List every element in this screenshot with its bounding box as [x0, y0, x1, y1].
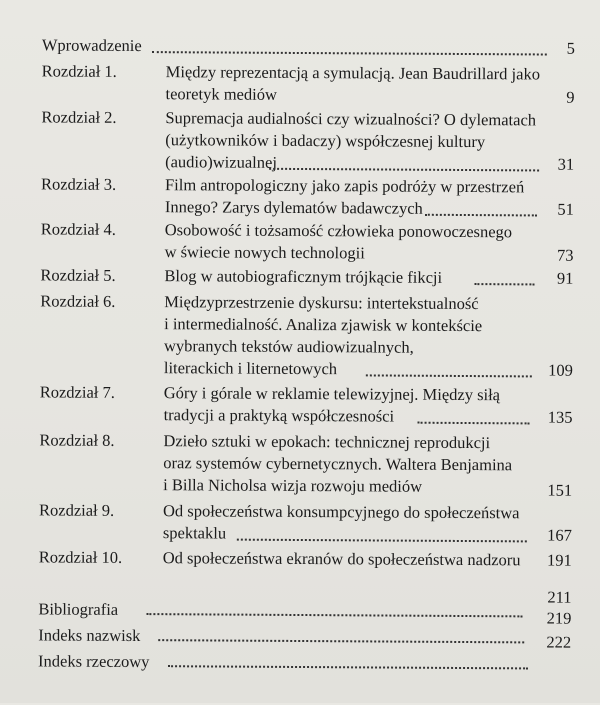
toc-chapter-title-line: Od społeczeństwa konsumpcyjnego do społeczeństwa: [163, 500, 520, 524]
toc-chapter-page: 51: [514, 198, 574, 220]
toc-intro-label: Wprowadzenie: [42, 34, 142, 57]
toc-chapter-page: 109: [513, 359, 573, 381]
toc-chapter-page: 151: [512, 479, 572, 501]
toc-chapter-page: 191: [512, 549, 572, 571]
toc-backmatter-label: Bibliografia: [38, 598, 118, 620]
toc-leader: [269, 168, 539, 172]
toc-chapter-page: 73: [514, 244, 574, 266]
toc-chapter-label: Rozdział 9.: [39, 499, 114, 521]
toc-chapter-label: Rozdział 3.: [41, 173, 116, 195]
toc-chapter-page: 167: [512, 524, 572, 546]
toc-intro-page: 5: [515, 37, 575, 59]
toc-chapter-title-line: Supremacja audialności czy wizualności? O dylematach: [165, 107, 536, 131]
toc-chapter-label: Rozdział 10.: [39, 546, 123, 569]
toc-chapter-label: Rozdział 7.: [40, 381, 115, 403]
toc-chapter-page: 31: [514, 153, 574, 175]
toc-chapter-title-line: Blog w autobiograficznym trójkącie fikcji: [164, 265, 442, 289]
toc-backmatter-page: 222: [511, 631, 571, 653]
toc-chapter-label: Rozdział 5.: [40, 264, 115, 286]
toc-chapter-label: Rozdział 4.: [41, 218, 116, 240]
toc-chapter-page: 9: [514, 86, 574, 108]
toc-chapter-label: Rozdział 2.: [41, 106, 116, 128]
toc-chapter-title-line: Innego? Zarys dylematów badawczych: [165, 196, 423, 220]
toc-chapter-title-line: Film antropologiczny jako zapis podróży w przestrzeń: [165, 174, 524, 198]
toc-chapter-label: Rozdział 6.: [40, 290, 115, 312]
toc-leader: [366, 374, 532, 377]
toc-backmatter-label: Indeks nazwisk: [38, 624, 140, 647]
toc-chapter-title-line: Od społeczeństwa ekranów do społeczeństwa nadzoru: [163, 547, 521, 571]
toc-chapter-title-line: (audio)wizualnej: [165, 151, 277, 174]
toc-leader: [237, 539, 527, 543]
toc-chapter-page: 135: [513, 406, 573, 428]
toc-chapter-title-line: wybranych tekstów audiowizualnych,: [164, 335, 414, 359]
toc-chapter-title-line: literackich i liternetowych: [164, 357, 337, 380]
toc-chapter-page: 91: [513, 267, 573, 289]
toc-chapter-title-line: spektaklu: [163, 522, 226, 544]
toc-chapter-title-line: Między reprezentacją a symulacją. Jean Baudrillard jako: [166, 61, 540, 85]
toc-chapter-title-line: (użytkowników i badaczy) współczesnej kultury: [165, 129, 485, 153]
toc-leader: [146, 613, 522, 617]
toc-backmatter-page: 219: [511, 607, 571, 629]
toc-leader: [152, 51, 547, 55]
toc-backmatter-label: Indeks rzeczowy: [38, 650, 149, 673]
toc-chapter-title-line: i Billa Nicholsa wizja rozwoju mediów: [163, 474, 422, 498]
toc-leader: [168, 665, 528, 669]
toc-chapter-title-line: w świecie nowych technologii: [165, 241, 365, 264]
toc-chapter-title-line: tradycji a praktyką współczesności: [164, 404, 395, 427]
toc-chapter-title-line: i intermedialność. Analiza zjawisk w kontekście: [164, 313, 482, 337]
toc-chapter-label: Rozdział 1.: [42, 60, 117, 82]
toc-chapter-title-line: Dzieło sztuki w epokach: technicznej reprodukcji: [163, 430, 490, 454]
toc-chapter-title-line: Góry i górale w reklamie telewizyjnej. Między siłą: [164, 382, 500, 406]
toc-leader: [158, 639, 524, 643]
toc-chapter-title-line: Osobowość i tożsamość człowieka ponowoczesnego: [165, 219, 512, 243]
toc-chapter-title-line: Międzyprzestrzenie dyskursu: intertekstualność: [164, 291, 478, 315]
toc-chapter-label: Rozdział 8.: [39, 429, 114, 451]
toc-chapter-title-line: oraz systemów cybernetycznych. Waltera Benjamina: [163, 452, 512, 476]
toc-backmatter-page: 211: [511, 586, 571, 608]
toc-chapter-title-line: teoretyk mediów: [165, 83, 276, 106]
